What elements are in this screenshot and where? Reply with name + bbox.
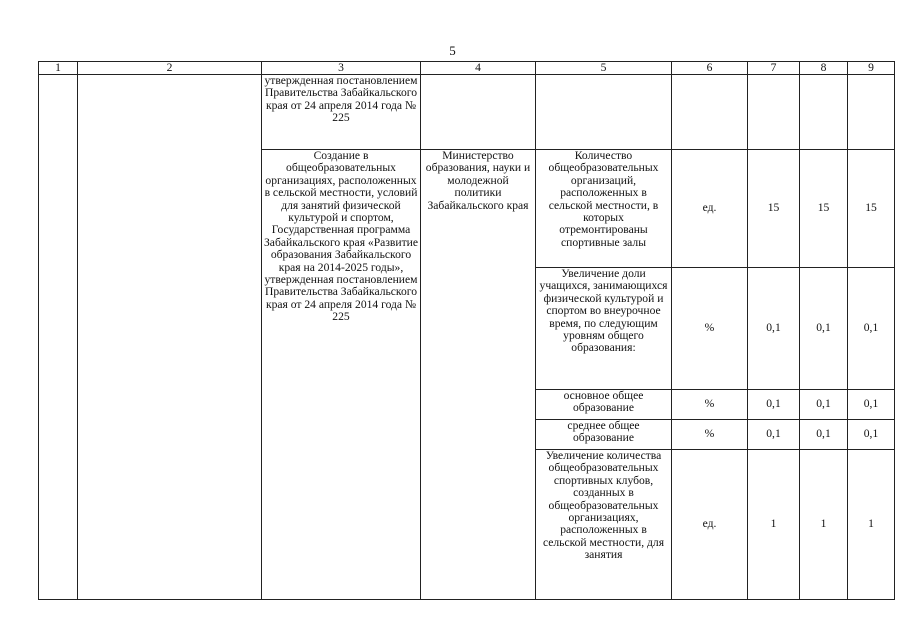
header-cell: 8 xyxy=(800,62,848,75)
measure-description-cell: Создание в общеобразовательных организациях, расположенных в сельской местности, условий для занятий физической культурой и спортом, Государственная программа Забайкальского края «Развитие образования Забайкальского края на 2014-2025 годы», утвержденная постановлением Правительства Забайкальского края от 24 апреля 2014 года № 225 xyxy=(262,150,421,600)
empty-cell xyxy=(536,75,672,150)
value-cell: 0,1 xyxy=(848,390,895,420)
empty-cell xyxy=(421,75,536,150)
value-cell: 1 xyxy=(800,450,848,600)
empty-cell xyxy=(748,75,800,150)
col1-cell xyxy=(39,75,78,600)
value-cell: 0,1 xyxy=(748,420,800,450)
unit-cell: ед. xyxy=(672,450,748,600)
empty-cell xyxy=(672,75,748,150)
value-cell: 0,1 xyxy=(800,268,848,390)
col2-cell xyxy=(78,75,262,600)
table-row xyxy=(39,75,895,150)
header-cell: 7 xyxy=(748,62,800,75)
header-cell: 1 xyxy=(39,62,78,75)
header-cell: 5 xyxy=(536,62,672,75)
value-cell: 0,1 xyxy=(800,390,848,420)
indicator-name-cell: Количество общеобразовательных организаций, расположенных в сельской местности, в которых отремонтированы спортивные залы xyxy=(536,150,672,268)
value-cell: 0,1 xyxy=(848,420,895,450)
page-number: 5 xyxy=(449,43,456,58)
header-cell: 6 xyxy=(672,62,748,75)
unit-cell: ед. xyxy=(672,150,748,268)
empty-cell xyxy=(800,75,848,150)
header-cell: 4 xyxy=(421,62,536,75)
value-cell: 15 xyxy=(748,150,800,268)
value-cell: 0,1 xyxy=(800,420,848,450)
header-cell: 2 xyxy=(78,62,262,75)
value-cell: 1 xyxy=(748,450,800,600)
value-cell: 15 xyxy=(848,150,895,268)
unit-cell: % xyxy=(672,390,748,420)
header-cell: 9 xyxy=(848,62,895,75)
header-row xyxy=(39,62,895,75)
indicator-name-cell: среднее общее образование xyxy=(536,420,672,450)
program-table xyxy=(38,61,895,600)
indicator-name-cell: Увеличение количества общеобразовательных спортивных клубов, созданных в общеобразовательных организациях, расположенных в сельской местности, для занятия xyxy=(536,450,672,600)
value-cell: 0,1 xyxy=(848,268,895,390)
header-cell: 3 xyxy=(262,62,421,75)
unit-cell: % xyxy=(672,420,748,450)
responsible-executor-cell: Министерство образования, науки и молодежной политики Забайкальского края xyxy=(421,150,536,600)
value-cell: 0,1 xyxy=(748,390,800,420)
indicator-name-cell: Увеличение доли учащихся, занимающихся физической культурой и спортом во внеурочное время, по следующим уровням общего образования: xyxy=(536,268,672,390)
indicator-name-cell: основное общее образование xyxy=(536,390,672,420)
value-cell: 15 xyxy=(800,150,848,268)
value-cell: 1 xyxy=(848,450,895,600)
value-cell: 0,1 xyxy=(748,268,800,390)
program-reference-cell: утвержденная постановлением Правительства Забайкальского края от 24 апреля 2014 года № 225 xyxy=(262,75,421,150)
empty-cell xyxy=(848,75,895,150)
unit-cell: % xyxy=(672,268,748,390)
